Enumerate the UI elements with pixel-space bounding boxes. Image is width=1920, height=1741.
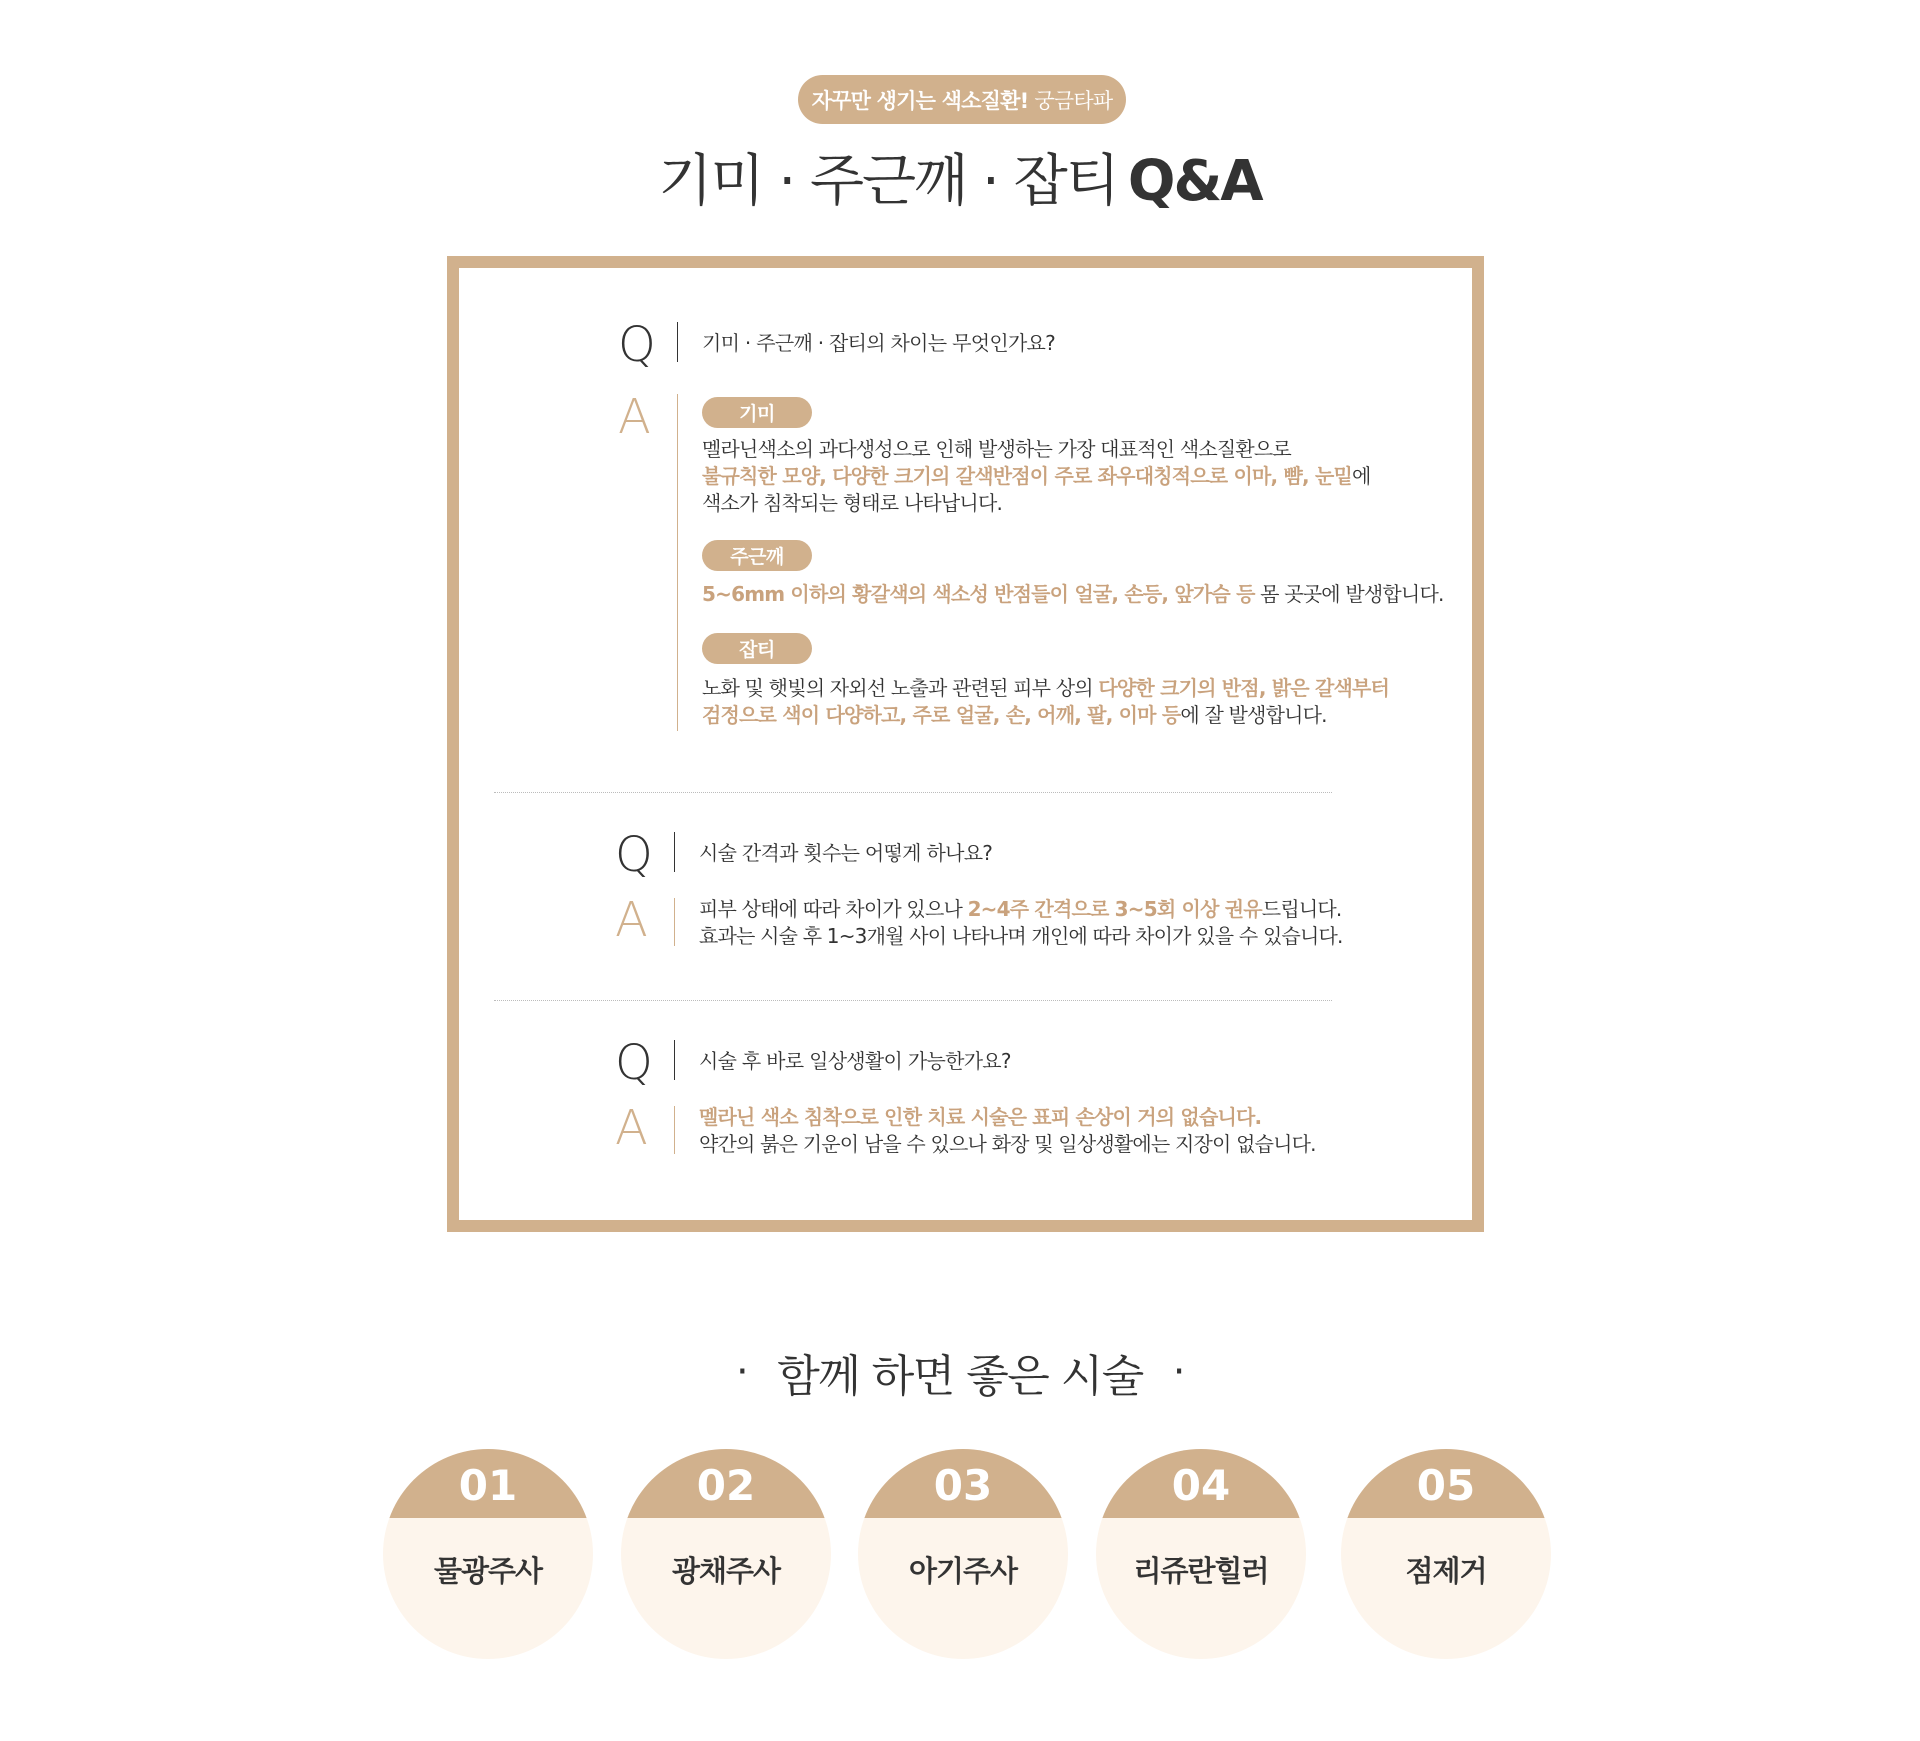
answer-line: 멜라닌색소의 과다생성으로 인해 발생하는 가장 대표적인 색소질환으로 xyxy=(702,437,1291,461)
treatment-card-3[interactable] xyxy=(858,1449,1068,1659)
a-divider-line xyxy=(677,394,678,731)
header-pill-strong: 자꾸만 생기는 색소질환! xyxy=(811,88,1029,113)
q-letter: Q xyxy=(618,317,656,373)
highlight-text: 다양한 크기의 반점, 밝은 갈색부터 xyxy=(1098,676,1390,700)
header-pill-rest: 궁금타파 xyxy=(1034,88,1113,113)
treatment-card-4[interactable] xyxy=(1096,1449,1306,1659)
a-divider-line xyxy=(674,898,675,946)
page-title-bold: Q&A xyxy=(1127,149,1262,214)
tag-pill: 잡티 xyxy=(702,633,812,664)
answer-line-rest: 몸 곳곳에 발생합니다. xyxy=(1254,582,1444,606)
answer-line xyxy=(702,581,1444,608)
header-pill xyxy=(798,75,1126,124)
card-label: 광채주사 xyxy=(671,1554,781,1588)
question-text: 기미 · 주근깨 · 잡티의 차이는 무엇인가요? xyxy=(702,331,1056,355)
title-dot-left: · xyxy=(736,1349,748,1395)
answer-text xyxy=(699,1104,1316,1158)
card-label: 물광주사 xyxy=(433,1554,543,1588)
answer-text xyxy=(699,896,1343,950)
page-title xyxy=(0,137,1920,217)
card-number: 01 xyxy=(458,1461,518,1510)
answer-line xyxy=(702,702,1389,729)
answer-text xyxy=(702,436,1371,517)
answer-text xyxy=(702,675,1389,729)
q-divider-line xyxy=(677,322,678,362)
card-label: 점제거 xyxy=(1405,1554,1487,1588)
q-letter: Q xyxy=(615,827,653,883)
highlight-text: 멜라닌 색소 침착으로 인한 치료 시술은 표피 손상이 거의 없습니다. xyxy=(699,1105,1262,1129)
highlight-text: 불규칙한 모양, 다양한 크기의 갈색반점이 주로 좌우대칭적으로 이마, 뺨, 눈밑 xyxy=(702,464,1352,488)
q-divider-line xyxy=(674,1040,675,1080)
card-number: 03 xyxy=(933,1461,993,1510)
treatment-card-1[interactable] xyxy=(383,1449,593,1659)
recommend-title-text: 함께 하면 좋은 시술 xyxy=(777,1351,1143,1402)
answer-line-pre: 피부 상태에 따라 차이가 있으나 xyxy=(699,897,968,921)
answer-line: 색소가 침착되는 형태로 나타납니다. xyxy=(702,491,1003,515)
highlight-text: 5~6mm 이하의 황갈색의 색소성 반점들이 얼굴, 손등, 앞가슴 등 xyxy=(702,582,1255,606)
card-label: 아기주사 xyxy=(908,1554,1018,1588)
treatment-card-5[interactable] xyxy=(1341,1449,1551,1659)
a-letter: A xyxy=(615,892,648,948)
section-divider xyxy=(494,792,1332,793)
answer-line-pre: 노화 및 햇빛의 자외선 노출과 관련된 피부 상의 xyxy=(702,676,1099,700)
answer-text xyxy=(702,581,1444,608)
page-title-main: 기미 · 주근깨 · 잡티 xyxy=(658,149,1118,214)
a-letter: A xyxy=(618,389,651,445)
a-letter: A xyxy=(615,1100,648,1156)
answer-line-rest: 드립니다. xyxy=(1261,897,1342,921)
title-dot-right: · xyxy=(1172,1349,1184,1395)
answer-line xyxy=(702,675,1389,702)
question-text: 시술 후 바로 일상생활이 가능한가요? xyxy=(699,1049,1011,1073)
answer-line xyxy=(699,896,1343,923)
q-letter: Q xyxy=(615,1035,653,1091)
answer-line: 약간의 붉은 기운이 남을 수 있으나 화장 및 일상생활에는 지장이 없습니다. xyxy=(699,1132,1316,1156)
answer-line-rest: 에 잘 발생합니다. xyxy=(1180,703,1327,727)
tag-pill: 기미 xyxy=(702,397,812,428)
answer-line xyxy=(699,1104,1316,1131)
answer-line-rest: 에 xyxy=(1351,464,1371,488)
card-number: 05 xyxy=(1416,1461,1476,1510)
q-divider-line xyxy=(674,832,675,872)
treatment-card-2[interactable] xyxy=(621,1449,831,1659)
section-divider xyxy=(494,1000,1332,1001)
highlight-text: 2~4주 간격으로 3~5회 이상 권유 xyxy=(967,897,1262,921)
question-text: 시술 간격과 횟수는 어떻게 하나요? xyxy=(699,841,993,865)
tag-pill: 주근깨 xyxy=(702,540,812,571)
card-number: 04 xyxy=(1171,1461,1231,1510)
answer-line: 효과는 시술 후 1~3개월 사이 나타나며 개인에 따라 차이가 있을 수 있습니다. xyxy=(699,924,1343,948)
card-number: 02 xyxy=(696,1461,756,1510)
qa-box xyxy=(447,256,1484,1232)
card-label: 리쥬란힐러 xyxy=(1133,1554,1269,1588)
highlight-text: 검정으로 색이 다양하고, 주로 얼굴, 손, 어깨, 팔, 이마 등 xyxy=(702,703,1181,727)
a-divider-line xyxy=(674,1106,675,1154)
recommend-title xyxy=(0,1340,1920,1404)
answer-line xyxy=(702,463,1371,490)
